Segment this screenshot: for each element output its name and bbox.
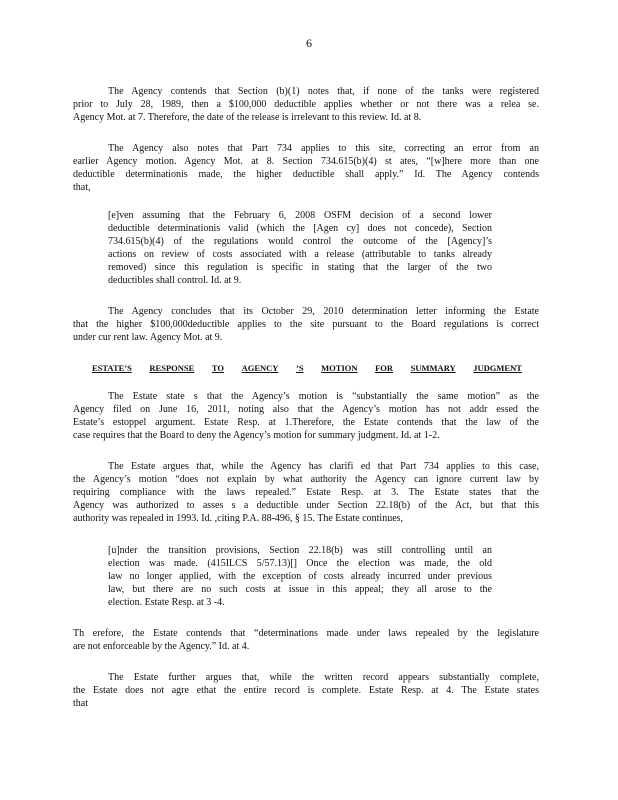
p7-line-3: that bbox=[73, 698, 88, 709]
p5-line-1: The Estate argues that, while the Agency has clarifi ed that Part 734 applies to this case, bbox=[108, 461, 539, 472]
heading-word: FOR bbox=[375, 363, 394, 373]
p3-line-2: that the higher $100,000deductible applies to the site pursuant to the Board regulations is correct bbox=[73, 319, 539, 330]
p6-line-1: Th erefore, the Estate contends that “determinations made under laws repealed by the legislature bbox=[73, 628, 539, 639]
p3-line-3: under cur rent law. Agency Mot. at 9. bbox=[73, 332, 223, 343]
p6-line-2: are not enforceable by the Agency.” Id. at 4. bbox=[73, 641, 250, 652]
p5-line-3: requiring compliance with the laws repealed.” Estate Resp. at 3. The Estate states that the bbox=[73, 487, 539, 498]
section-heading bbox=[92, 362, 522, 374]
q1-line-1: [e]ven assuming that the February 6, 2008 OSFM decision of a second lower bbox=[108, 210, 492, 221]
q1-line-5: removed) since this regulation is specific in stating that the larger of the two bbox=[108, 262, 492, 273]
p4-line-4: case requires that the Board to deny the Agency’s motion for summary judgment. Id. at 1-2. bbox=[73, 430, 440, 441]
p4-line-3: Estate’s estoppel argument. Estate Resp. at 1.Therefore, the Estate contends that the law of the bbox=[73, 417, 539, 428]
p4-line-1: The Estate state s that the Agency’s motion is “substantially the same motion” as the bbox=[108, 391, 539, 402]
q1-line-2: deductible determinationis valid (which the [Agen cy] does not concede), Section bbox=[108, 223, 492, 234]
heading-word: ’S bbox=[296, 363, 304, 373]
heading-word: TO bbox=[211, 363, 225, 373]
p2-line-1: The Agency also notes that Part 734 applies to this site, correcting an error from an bbox=[108, 143, 539, 154]
p2-line-4: that, bbox=[73, 182, 91, 193]
q2-line-1: [u]nder the transition provisions, Section 22.18(b) was still controlling until an bbox=[108, 545, 492, 556]
heading-word: JUDGMENT bbox=[473, 363, 522, 373]
heading-word: RESPONSE bbox=[149, 363, 195, 373]
q2-line-5: election. Estate Resp. at 3 -4. bbox=[108, 597, 225, 608]
p2-line-2: earlier Agency motion. Agency Mot. at 8. Section 734.615(b)(4) st ates, “[w]here more than one bbox=[73, 156, 539, 167]
p5-line-2: the Agency’s motion “does not explain by what authority the Agency can ignore current law by bbox=[73, 474, 539, 485]
q2-line-3: law no longer applied, with the exception of costs already incurred under previous bbox=[108, 571, 492, 582]
q1-line-6: deductibles shall control. Id. at 9. bbox=[108, 275, 242, 286]
p3-line-1: The Agency concludes that its October 29, 2010 determination letter informing the Estate bbox=[108, 306, 539, 317]
p1-line-2: prior to July 28, 1989, then a $100,000 deductible applies whether or not there was a relea se. bbox=[73, 99, 539, 110]
q1-line-3: 734.615(b)(4) of the regulations would control the outcome of the [Agency]’s bbox=[108, 236, 492, 247]
q2-line-4: law, but there are no such costs at issue in this appeal; they all arose to the bbox=[108, 584, 492, 595]
heading-word: ESTATE’S bbox=[92, 363, 132, 373]
p2-line-3: deductible determinationis made, the higher deductible shall apply.” Id. The Agency contends bbox=[73, 169, 539, 180]
heading-word: SUMMARY bbox=[410, 363, 456, 373]
heading-word: AGENCY bbox=[241, 363, 279, 373]
page-number: 6 bbox=[306, 36, 312, 50]
heading-word: MOTION bbox=[321, 363, 358, 373]
q1-line-4: actions on review of costs associated with a release (attributable to tanks already bbox=[108, 249, 492, 260]
p1-line-3: Agency Mot. at 7. Therefore, the date of the release is irrelevant to this review. Id. at 8. bbox=[73, 112, 422, 123]
p5-line-5: authority was repealed in 1993. Id. ,citing P.A. 88-496, § 15. The Estate continues, bbox=[73, 513, 404, 524]
p4-line-2: Agency filed on June 16, 2011, noting also that the Agency’s motion has not addr essed the bbox=[73, 404, 539, 415]
p5-line-4: Agency was authorized to asses s a deductible under Section 22.18(b) of the Act, but that this bbox=[73, 500, 539, 511]
p7-line-1: The Estate further argues that, while the written record appears substantially complete, bbox=[108, 672, 539, 683]
p7-line-2: the Estate does not agre ethat the entire record is complete. Estate Resp. at 4. The Estate states bbox=[73, 685, 539, 696]
q2-line-2: election was made. (415ILCS 5/57.13)[] Once the election was made, the old bbox=[108, 558, 492, 569]
p1-line-1: The Agency contends that Section (b)(1) notes that, if none of the tanks were registered bbox=[108, 86, 539, 97]
